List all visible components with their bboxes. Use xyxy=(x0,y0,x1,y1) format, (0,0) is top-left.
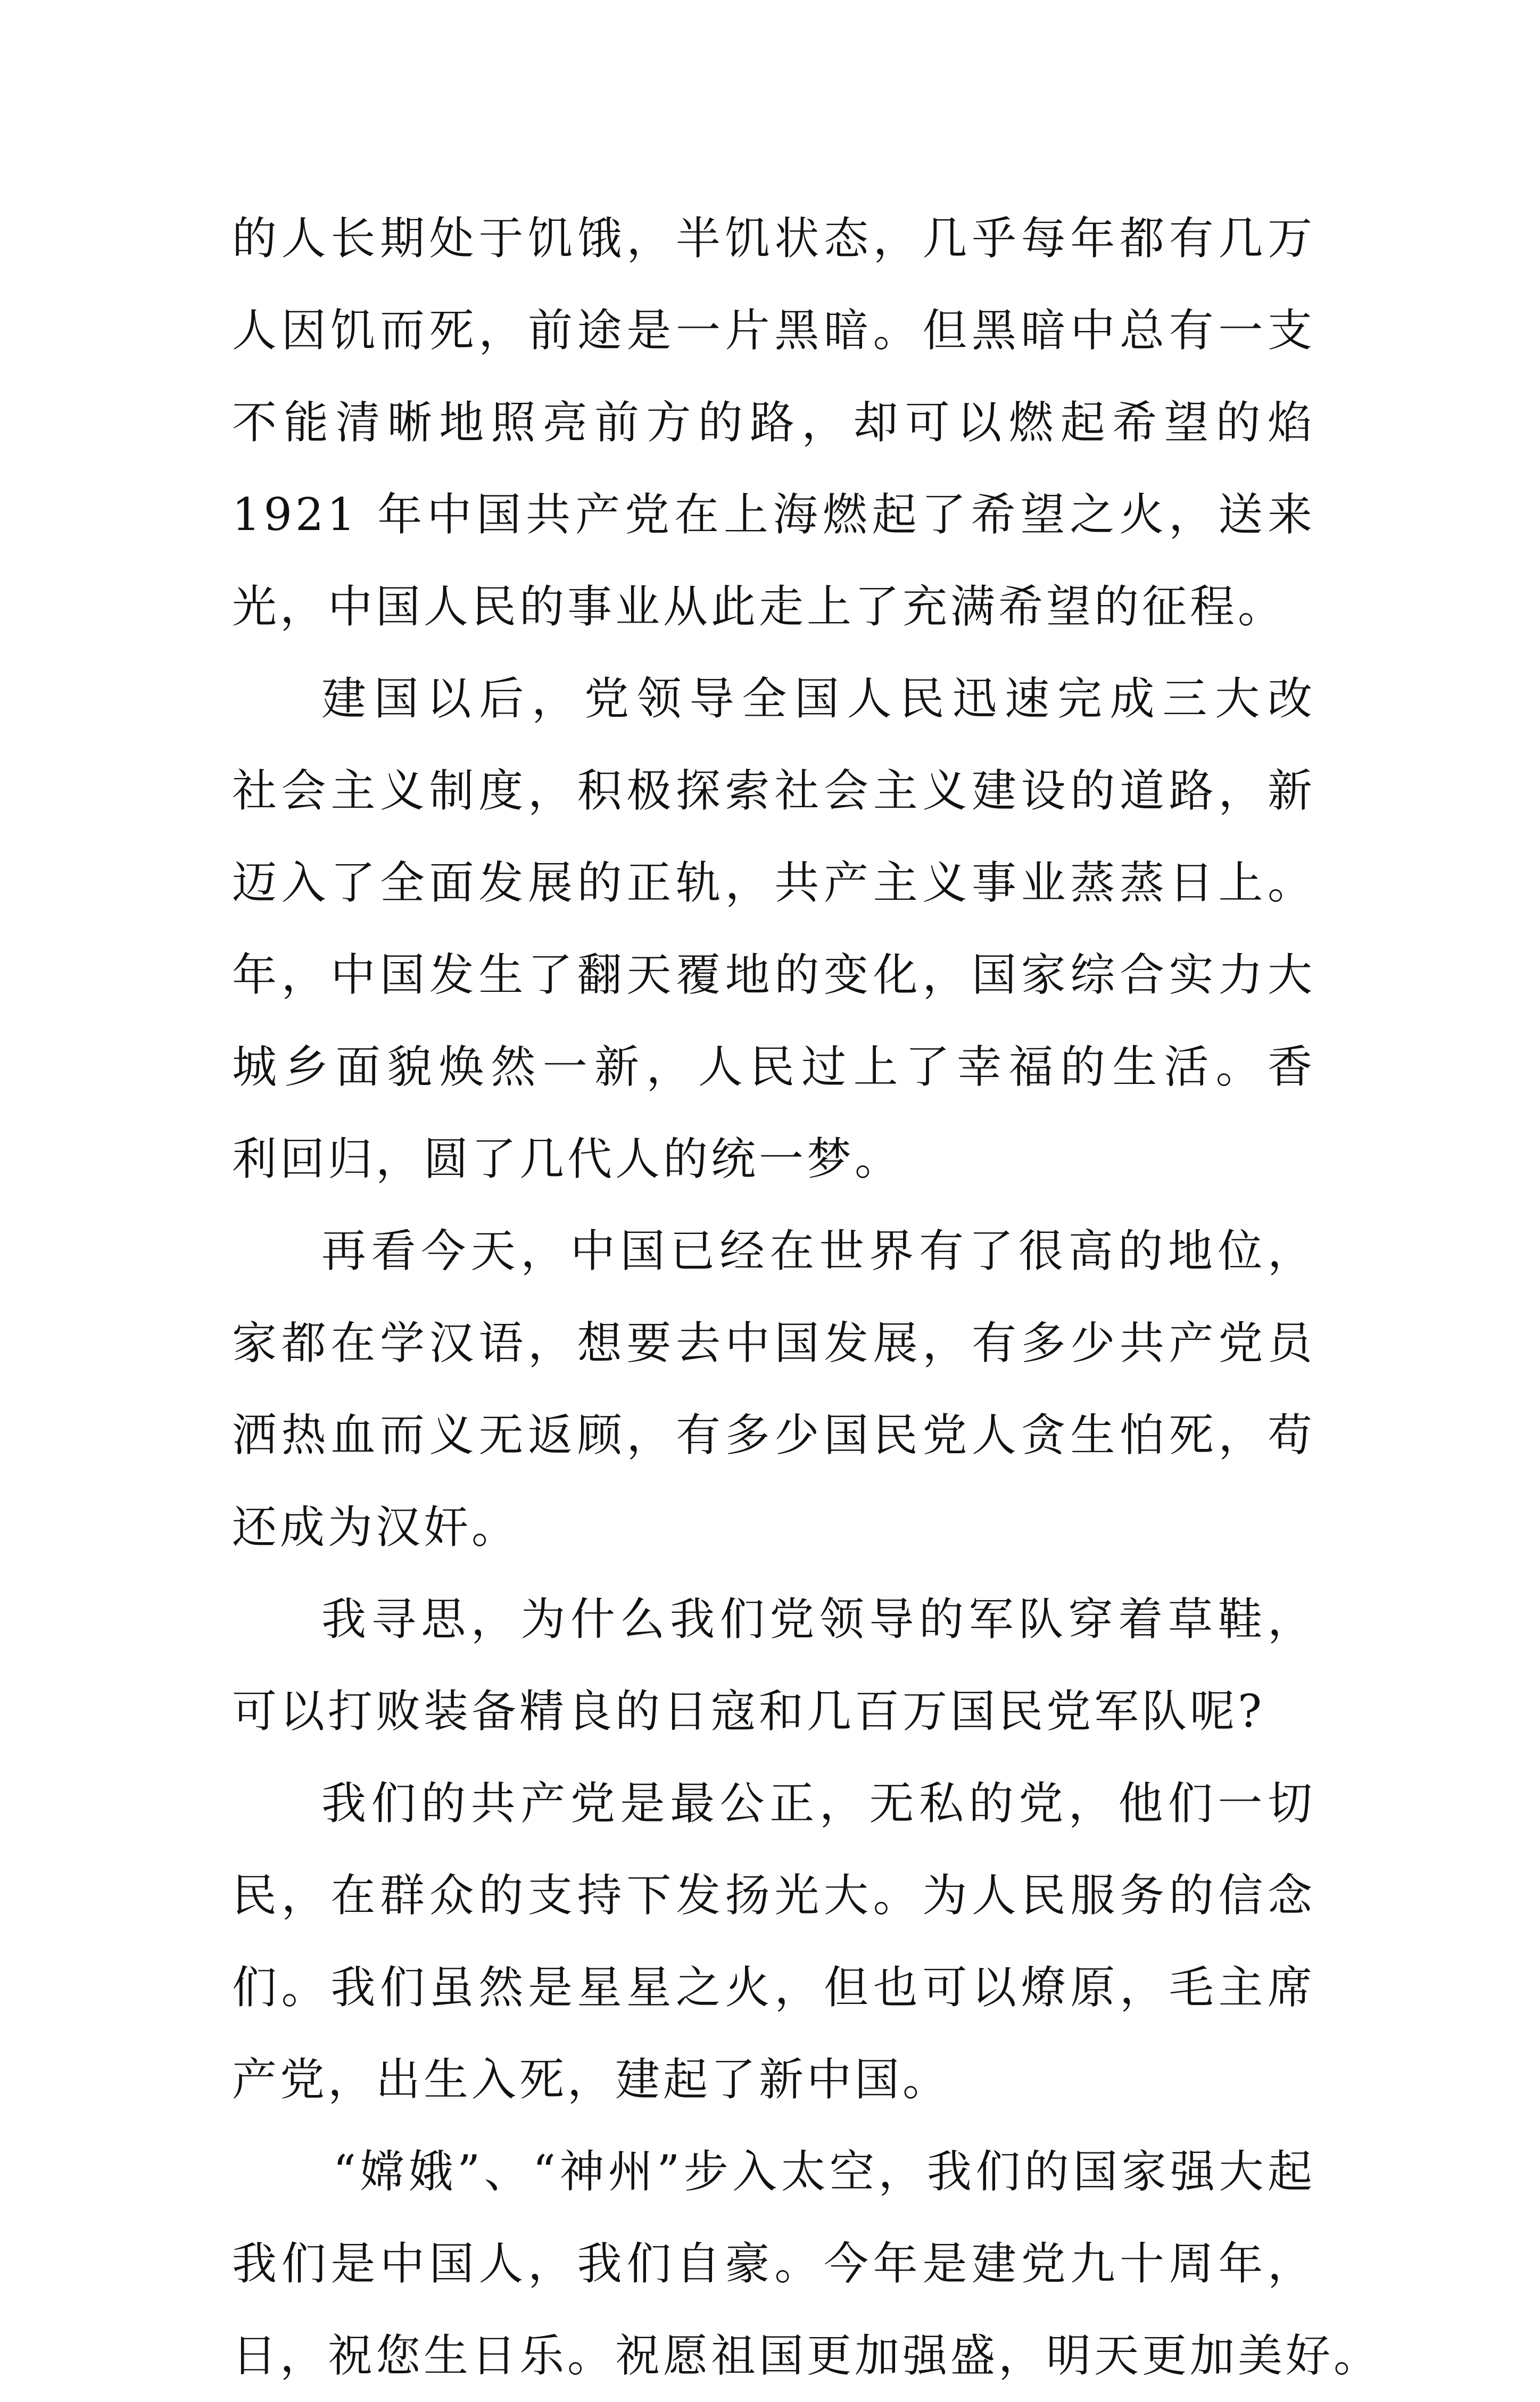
text-line: 年，中国发生了翻天覆地的变化，国家综合实力大 xyxy=(232,949,1315,1001)
text-line: 日，祝您生日乐。祝愿祖国更加强盛，明天更加美好。 xyxy=(232,2330,1382,2382)
document-body xyxy=(232,193,1382,2402)
text-line: 洒热血而义无返顾，有多少国民党人贪生怕死，苟 xyxy=(232,1409,1315,1461)
text-line: 光，中国人民的事业从此走上了充满希望的征程。 xyxy=(232,581,1286,633)
text-line: 们。我们虽然是星星之火，但也可以燎原，毛主席 xyxy=(232,1961,1315,2014)
text-line: 不能清晰地照亮前方的路，却可以燃起希望的焰 xyxy=(232,396,1315,449)
paragraph-first-line: “嫦娥”、“神州”步入太空，我们的国家强大起 xyxy=(333,2146,1315,2198)
paragraph-first-line: 再看今天，中国已经在世界有了很高的地位， xyxy=(321,1225,1315,1277)
text-line: 可以打败装备精良的日寇和几百万国民党军队呢? xyxy=(232,1685,1265,1737)
text-line: 社会主义制度，积极探索社会主义建设的道路，新 xyxy=(232,765,1315,817)
text-line: 还成为汉奸。 xyxy=(232,1501,520,1553)
text-line: 人因饥而死，前途是一片黑暗。但黑暗中总有一支 xyxy=(232,304,1315,357)
text-line: 1921 年中国共产党在上海燃起了希望之火，送来 xyxy=(232,488,1315,541)
paragraph-first-line: 我寻思，为什么我们党领导的军队穿着草鞋， xyxy=(321,1593,1315,1645)
text-line: 民，在群众的支持下发扬光大。为人民服务的信念 xyxy=(232,1869,1315,1921)
text-line: 城乡面貌焕然一新，人民过上了幸福的生活。香 xyxy=(232,1041,1315,1093)
text-line: 的人长期处于饥饿，半饥状态，几乎每年都有几万 xyxy=(232,212,1315,264)
text-line: 迈入了全面发展的正轨，共产主义事业蒸蒸日上。 xyxy=(232,857,1315,909)
text-line: 我们是中国人，我们自豪。今年是建党九十周年， xyxy=(232,2238,1315,2290)
text-line: 家都在学汉语，想要去中国发展，有多少共产党员 xyxy=(232,1317,1315,1369)
text-line: 产党，出生入死，建起了新中国。 xyxy=(232,2053,951,2106)
text-line: 利回归，圆了几代人的统一梦。 xyxy=(232,1133,903,1185)
paragraph-first-line: 建国以后，党领导全国人民迅速完成三大改 xyxy=(321,673,1315,725)
paragraph-first-line: 我们的共产党是最公正，无私的党，他们一切 xyxy=(321,1777,1315,1829)
